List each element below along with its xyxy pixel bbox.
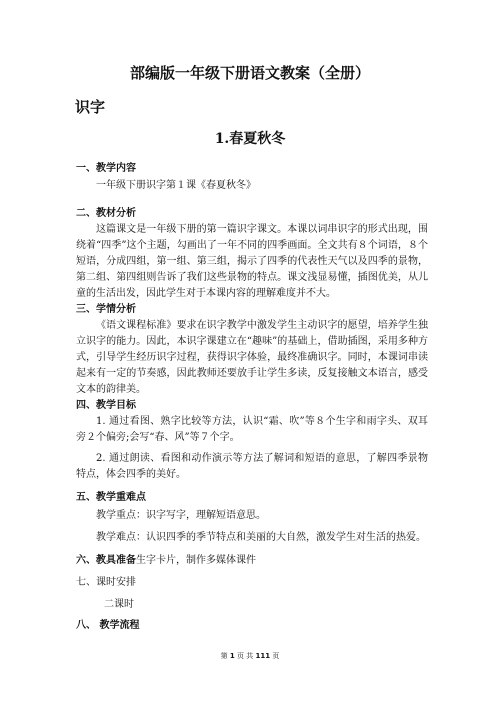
class-schedule-text: 二课时 — [104, 599, 134, 610]
footer-page-number: 1 — [229, 652, 235, 660]
heading-teaching-process: 八、 教学流程 — [76, 620, 140, 631]
paragraph-goal-2: 2. 通过朗读、看图和动作演示等方法了解词和短语的意思，了解四季景物特点，体会四季的美好。 — [76, 453, 428, 480]
teaching-aids-text: 生字卡片，制作多媒体课件 — [136, 555, 256, 566]
heading-learner-analysis: 三、学情分析 — [76, 304, 136, 315]
heading-teaching-aids: 六、教具准备 — [76, 555, 136, 566]
footer-prefix: 第 — [220, 652, 228, 660]
section-title: 识字 — [75, 98, 106, 116]
heading-key-points: 五、教学重难点 — [76, 492, 146, 503]
heading-teaching-goals: 四、教学目标 — [76, 400, 136, 411]
paragraph-difficult-point: 教学难点：认识四季的季节特点和美丽的大自然，激发学生对生活的热爱。 — [96, 532, 426, 543]
page-footer — [0, 651, 500, 661]
paragraph-key-point: 教学重点：识字写字，理解短语意思。 — [96, 510, 266, 521]
document-title: 部编版一年级下册语文教案（全册） — [129, 64, 370, 82]
heading-teaching-content: 一、教学内容 — [76, 163, 136, 174]
paragraph-teaching-content: 一年级下册识字第１课《春夏秋冬》 — [96, 180, 256, 191]
footer-mid: 页 共 — [237, 652, 254, 660]
paragraph-material-analysis: 这篇课文是一年级下册的第一篇识字课文。本课以词串识字的形式出现，围绕着“四季”这个主题，勾画出了一年不同的四季画面。全文共有８个词语，８个短语，分成四组，第一组、第三组，揭示了四季的代表性天气以及四季的景物，第二组、第四组则告诉了我们这些景物的特点。课文浅显易懂，插图优美，从儿童的生活出发，因此学生对于本课内容的理解难度并不大。 — [76, 224, 428, 299]
paragraph-learner-analysis: 《语文课程标准》要求在识字教学中激发学生主动识字的愿望，培养学生独立识字的能力。因此，本识字课建立在“趣味”的基础上，借助插图，采用多种方式，引导学生经历识字过程，获得识字体验，最终准确识字。同时，本课词串读起来有一定的节奏感，因此教师还要放手让学生多读，反复接触文本语言，感受文本的韵律美。 — [76, 320, 428, 395]
footer-suffix: 页 — [272, 652, 280, 660]
heading-class-schedule: 七、课时安排 — [76, 577, 136, 588]
heading-material-analysis: 二、教材分析 — [76, 208, 136, 219]
teaching-aids-line — [76, 551, 256, 566]
footer-total-pages: 111 — [255, 652, 271, 660]
lesson-title: 1.春夏秋冬 — [214, 131, 286, 147]
paragraph-goal-1: 1. 通过看图、熟字比较等方法，认识“霜、吹”等８个生字和雨字头、双耳旁２个偏旁;会写“春、风”等７个字。 — [76, 416, 428, 443]
